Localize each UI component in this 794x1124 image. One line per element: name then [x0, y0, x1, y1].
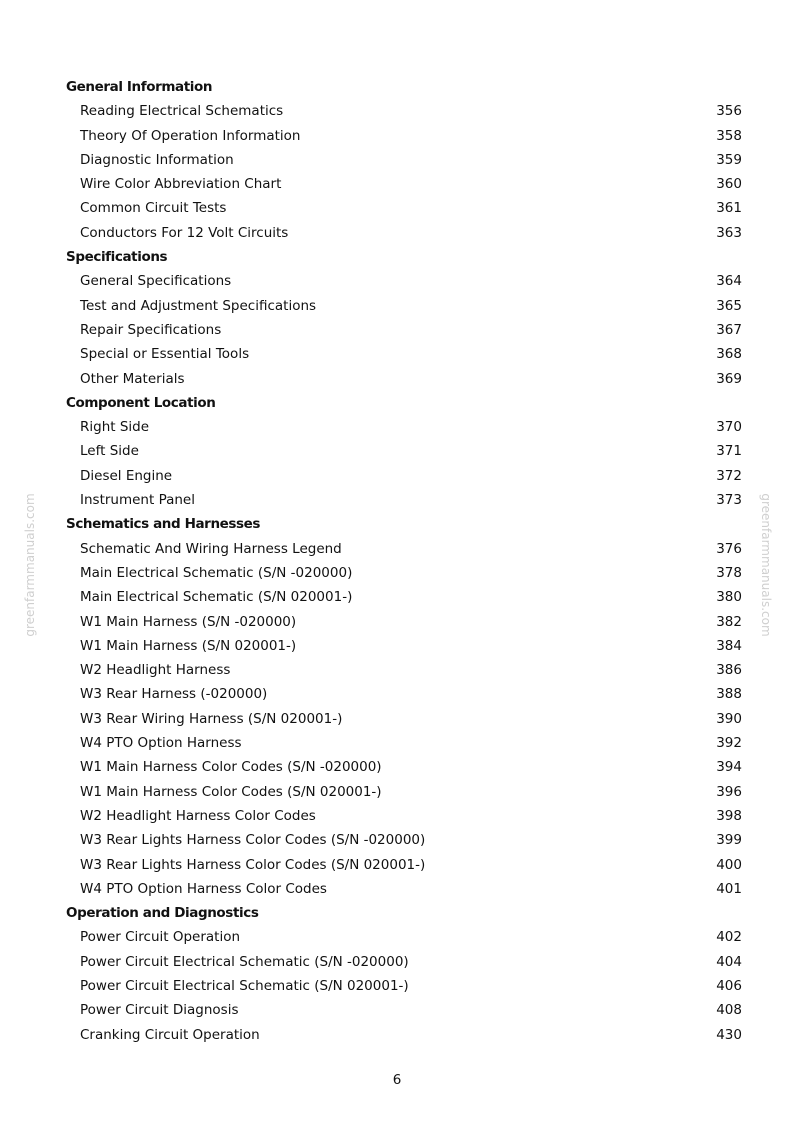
toc-entry[interactable] — [0, 415, 794, 439]
toc-entry-title: W4 PTO Option Harness Color Codes — [80, 880, 327, 897]
table-of-contents — [0, 75, 794, 1047]
toc-entry-page: 370 — [716, 419, 742, 436]
toc-entry[interactable] — [0, 585, 794, 609]
toc-entry-page: 376 — [716, 540, 742, 557]
toc-entry[interactable] — [0, 755, 794, 779]
toc-entry-page: 394 — [716, 759, 742, 776]
toc-entry-page: 400 — [716, 856, 742, 873]
toc-entry-title: W1 Main Harness Color Codes (S/N -020000) — [80, 759, 382, 776]
toc-entry-title: Reading Electrical Schematics — [80, 103, 284, 120]
toc-entry[interactable] — [0, 221, 794, 245]
toc-entry-page: 390 — [716, 710, 742, 727]
toc-entry-title: W1 Main Harness (S/N -020000) — [80, 613, 297, 630]
toc-entry[interactable] — [0, 804, 794, 828]
toc-entry-page: 360 — [716, 176, 742, 193]
toc-entry-page: 430 — [716, 1026, 742, 1043]
toc-entry[interactable] — [0, 828, 794, 852]
toc-entry-title: W3 Rear Harness (-020000) — [80, 686, 268, 703]
toc-entry[interactable] — [0, 682, 794, 706]
toc-entry[interactable] — [0, 294, 794, 318]
toc-entry[interactable] — [0, 464, 794, 488]
toc-entry-page: 380 — [716, 589, 742, 606]
toc-entry-page: 365 — [716, 297, 742, 314]
toc-entry-page: 406 — [716, 977, 742, 994]
toc-entry-title: W3 Rear Wiring Harness (S/N 020001-) — [80, 710, 343, 727]
toc-entry[interactable] — [0, 439, 794, 463]
toc-entry-page: 371 — [716, 443, 742, 460]
toc-entry-page: 373 — [716, 492, 742, 509]
toc-entry[interactable] — [0, 342, 794, 366]
toc-section-heading[interactable] — [0, 391, 794, 415]
toc-entry-page: 372 — [716, 467, 742, 484]
toc-section-heading[interactable] — [0, 901, 794, 925]
toc-entry[interactable] — [0, 731, 794, 755]
toc-entry-title: Special or Essential Tools — [80, 346, 250, 363]
toc-entry-title: W1 Main Harness (S/N 020001-) — [80, 637, 297, 654]
toc-entry-title: Right Side — [80, 419, 150, 436]
toc-entry-page: 402 — [716, 929, 742, 946]
toc-entry-page: 378 — [716, 564, 742, 581]
toc-section-heading[interactable] — [0, 75, 794, 99]
toc-entry-title: W2 Headlight Harness — [80, 662, 231, 679]
toc-entry-title: Other Materials — [80, 370, 185, 387]
toc-entry-page: 367 — [716, 321, 742, 338]
toc-entry-page: 361 — [716, 200, 742, 217]
toc-entry-title: Instrument Panel — [80, 492, 195, 509]
toc-entry[interactable] — [0, 877, 794, 901]
toc-entry[interactable] — [0, 367, 794, 391]
toc-entry-title: Power Circuit Electrical Schematic (S/N 020001-) — [80, 977, 409, 994]
toc-entry[interactable] — [0, 950, 794, 974]
toc-entry[interactable] — [0, 1023, 794, 1047]
section-title: Schematics and Harnesses — [66, 516, 261, 533]
toc-entry-title: Main Electrical Schematic (S/N 020001-) — [80, 589, 353, 606]
toc-entry[interactable] — [0, 99, 794, 123]
toc-entry-title: Power Circuit Electrical Schematic (S/N -020000) — [80, 953, 409, 970]
toc-entry-title: W1 Main Harness Color Codes (S/N 020001-) — [80, 783, 382, 800]
toc-entry-title: Conductors For 12 Volt Circuits — [80, 224, 289, 241]
toc-entry[interactable] — [0, 537, 794, 561]
toc-entry-title: Repair Specifications — [80, 321, 222, 338]
toc-entry-page: 396 — [716, 783, 742, 800]
toc-entry-page: 369 — [716, 370, 742, 387]
toc-entry-title: Wire Color Abbreviation Chart — [80, 176, 282, 193]
toc-entry[interactable] — [0, 269, 794, 293]
toc-entry-title: Theory Of Operation Information — [80, 127, 301, 144]
toc-entry-title: General Specifications — [80, 273, 232, 290]
toc-entry-page: 384 — [716, 637, 742, 654]
toc-entry[interactable] — [0, 610, 794, 634]
toc-entry-page: 408 — [716, 1002, 742, 1019]
page-number: 6 — [392, 1072, 402, 1088]
watermark-left: greenfarmmanuals.com — [23, 493, 37, 637]
toc-entry-title: W2 Headlight Harness Color Codes — [80, 807, 316, 824]
toc-entry-page: 364 — [716, 273, 742, 290]
toc-entry-title: Power Circuit Diagnosis — [80, 1002, 239, 1019]
section-title: Operation and Diagnostics — [66, 905, 259, 922]
toc-entry-page: 398 — [716, 807, 742, 824]
toc-entry[interactable] — [0, 172, 794, 196]
toc-entry-page: 388 — [716, 686, 742, 703]
toc-section-heading[interactable] — [0, 245, 794, 269]
toc-entry[interactable] — [0, 634, 794, 658]
toc-entry-page: 386 — [716, 662, 742, 679]
section-title: General Information — [66, 79, 213, 95]
toc-entry[interactable] — [0, 998, 794, 1022]
toc-entry-page: 401 — [716, 880, 742, 897]
toc-entry[interactable] — [0, 488, 794, 512]
toc-entry-title: W3 Rear Lights Harness Color Codes (S/N -020000) — [80, 832, 426, 849]
toc-entry-title: Power Circuit Operation — [80, 929, 241, 946]
toc-entry[interactable] — [0, 658, 794, 682]
toc-entry-page: 356 — [716, 103, 742, 120]
toc-entry-page: 382 — [716, 613, 742, 630]
toc-entry-page: 363 — [716, 224, 742, 241]
toc-entry[interactable] — [0, 853, 794, 877]
toc-entry[interactable] — [0, 561, 794, 585]
toc-entry[interactable] — [0, 318, 794, 342]
toc-entry-title: Diagnostic Information — [80, 151, 234, 168]
toc-entry-page: 359 — [716, 151, 742, 168]
toc-entry[interactable] — [0, 124, 794, 148]
toc-entry[interactable] — [0, 196, 794, 220]
toc-entry-page: 399 — [716, 832, 742, 849]
toc-entry-title: Cranking Circuit Operation — [80, 1026, 260, 1043]
toc-entry-title: Common Circuit Tests — [80, 200, 227, 217]
toc-entry-title: Left Side — [80, 443, 139, 460]
toc-entry-title: Schematic And Wiring Harness Legend — [80, 540, 342, 557]
toc-entry-page: 358 — [716, 127, 742, 144]
toc-entry-title: Diesel Engine — [80, 467, 173, 484]
toc-entry[interactable] — [0, 780, 794, 804]
watermark-right: greenfarmmanuals.com — [759, 493, 773, 637]
section-title: Specifications — [66, 249, 168, 266]
toc-entry[interactable] — [0, 925, 794, 949]
toc-entry-title: Test and Adjustment Specifications — [80, 297, 317, 314]
toc-entry-page: 392 — [716, 735, 742, 752]
toc-entry[interactable] — [0, 707, 794, 731]
toc-entry[interactable] — [0, 148, 794, 172]
toc-section-heading[interactable] — [0, 512, 794, 536]
toc-entry-page: 368 — [716, 346, 742, 363]
toc-entry-title: W3 Rear Lights Harness Color Codes (S/N 020001-) — [80, 856, 426, 873]
toc-entry[interactable] — [0, 974, 794, 998]
toc-entry-title: W4 PTO Option Harness — [80, 735, 242, 752]
section-title: Component Location — [66, 394, 216, 411]
toc-entry-title: Main Electrical Schematic (S/N -020000) — [80, 564, 353, 581]
toc-entry-page: 404 — [716, 953, 742, 970]
